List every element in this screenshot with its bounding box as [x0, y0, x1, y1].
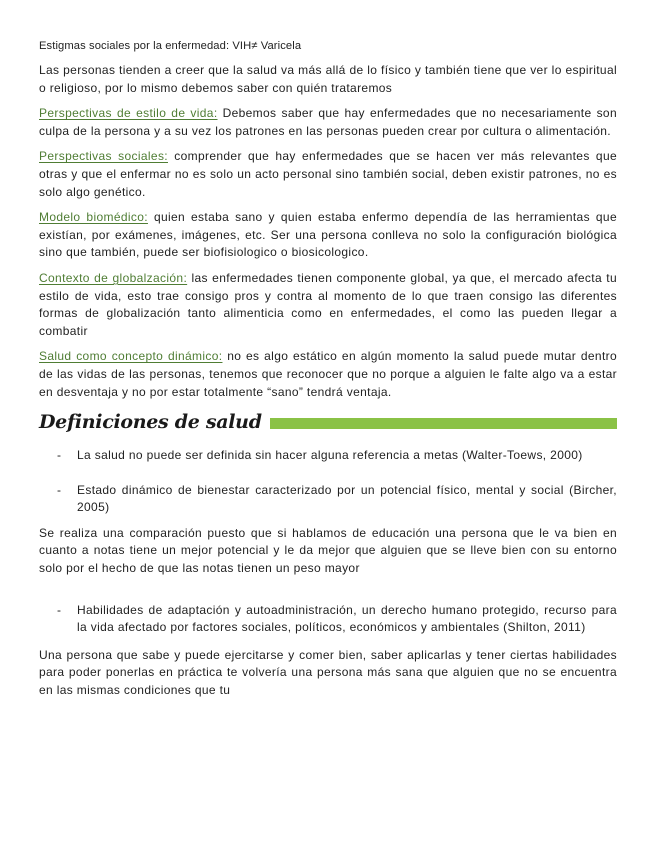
section-heading-title: Definiciones de salud	[39, 411, 262, 434]
perspective-lifestyle-text: Debemos saber que hay enfermedades que no necesariamente son culpa de la persona y a su vez los patrones en las personas pueden crear por cultura o alimentación.	[39, 106, 617, 138]
definition-text: Habilidades de adaptación y autoadministración, un derecho humano protegido, recurso para la vida afectado por factores sociales, políticos, económicos y ambientales (Shilton, 2011)	[77, 602, 617, 635]
section-heading	[39, 409, 617, 435]
perspective-lifestyle	[39, 105, 617, 140]
definition-text: Estado dinámico de bienestar caracterizado por un potencial físico, mental y social (Bircher, 2005)	[77, 482, 617, 515]
perspective-social-text: comprender que hay enfermedades que se hacen ver más relevantes que otras y que el enfermar no es solo un acto personal sino también social, deben existir patrones, no es solo algo genético.	[39, 149, 617, 199]
list-item	[39, 602, 617, 637]
spacer	[39, 586, 617, 602]
perspective-dynamic	[39, 348, 617, 401]
definition-text: La salud no puede ser definida sin hacer alguna referencia a metas (Walter-Toews, 2000)	[77, 448, 583, 463]
bullet-dash: -	[57, 448, 62, 463]
perspective-lifestyle-term: Perspectivas de estilo de vida:	[39, 106, 218, 121]
perspective-biomedical-term: Modelo biomédico:	[39, 210, 148, 225]
document-page	[39, 38, 617, 708]
closing-paragraph: Una persona que sabe y puede ejercitarse y comer bien, saber aplicarlas y tener ciertas habilidades para poder ponerlas en práctica te volvería una persona más sana que alguien que no se encuentra en las mismas condiciones que tu	[39, 647, 617, 698]
definitions-list-a	[39, 447, 617, 517]
perspective-dynamic-term: Salud como concepto dinámico:	[39, 349, 223, 364]
perspective-globalization	[39, 270, 617, 340]
bullet-dash: -	[57, 482, 62, 497]
perspective-globalization-term: Contexto de globalzación:	[39, 270, 188, 285]
perspective-globalization-text: las enfermedades tienen componente global, ya que, el mercado afecta tu estilo de vida, esto trae consigo pros y contra al momento de lo que traen consigo las diferentes formas de globalización tanto alimenticia como en enfermedades, el como las pueden llegar a combatir	[39, 270, 618, 338]
perspective-dynamic-text: no es algo estático en algún momento la salud puede mutar dentro de las vidas de las personas, tenemos que reconocer que no porque a alguien le falte algo va a estar en desventaja y no por estar totalmente “sano” tendrá ventaja.	[39, 349, 617, 399]
definitions-list-b	[39, 602, 617, 637]
intro-paragraph: Las personas tienden a creer que la salud va más allá de lo físico y también tiene que ver lo espiritual o religioso, por lo mismo debemos saber con quién trataremos	[39, 63, 617, 95]
bullet-dash: -	[57, 602, 62, 617]
perspective-social	[39, 148, 617, 201]
section-heading-bar	[270, 418, 617, 429]
perspective-biomedical-text: quien estaba sano y quien estaba enfermo dependía de las herramientas que existían, por exámenes, imágenes, etc. Ser una persona conlleva no solo la configuración biológica sino que también, puede ser biofisiologico o biosicologico.	[39, 210, 617, 260]
comparison-paragraph: Se realiza una comparación puesto que si hablamos de educación una persona que le va bien en cuanto a notas tiene un mejor potencial y le da mejor que alguien que se lleve bien con su entorno solo por el hecho de que las notas tienen un peso mayor	[39, 525, 617, 576]
list-item	[39, 447, 617, 465]
document-subtitle: Estigmas sociales por la enfermedad: VIH≠ Varicela	[39, 40, 302, 52]
perspective-biomedical	[39, 209, 617, 262]
perspective-social-term: Perspectivas sociales:	[39, 149, 168, 164]
list-item	[39, 482, 617, 517]
